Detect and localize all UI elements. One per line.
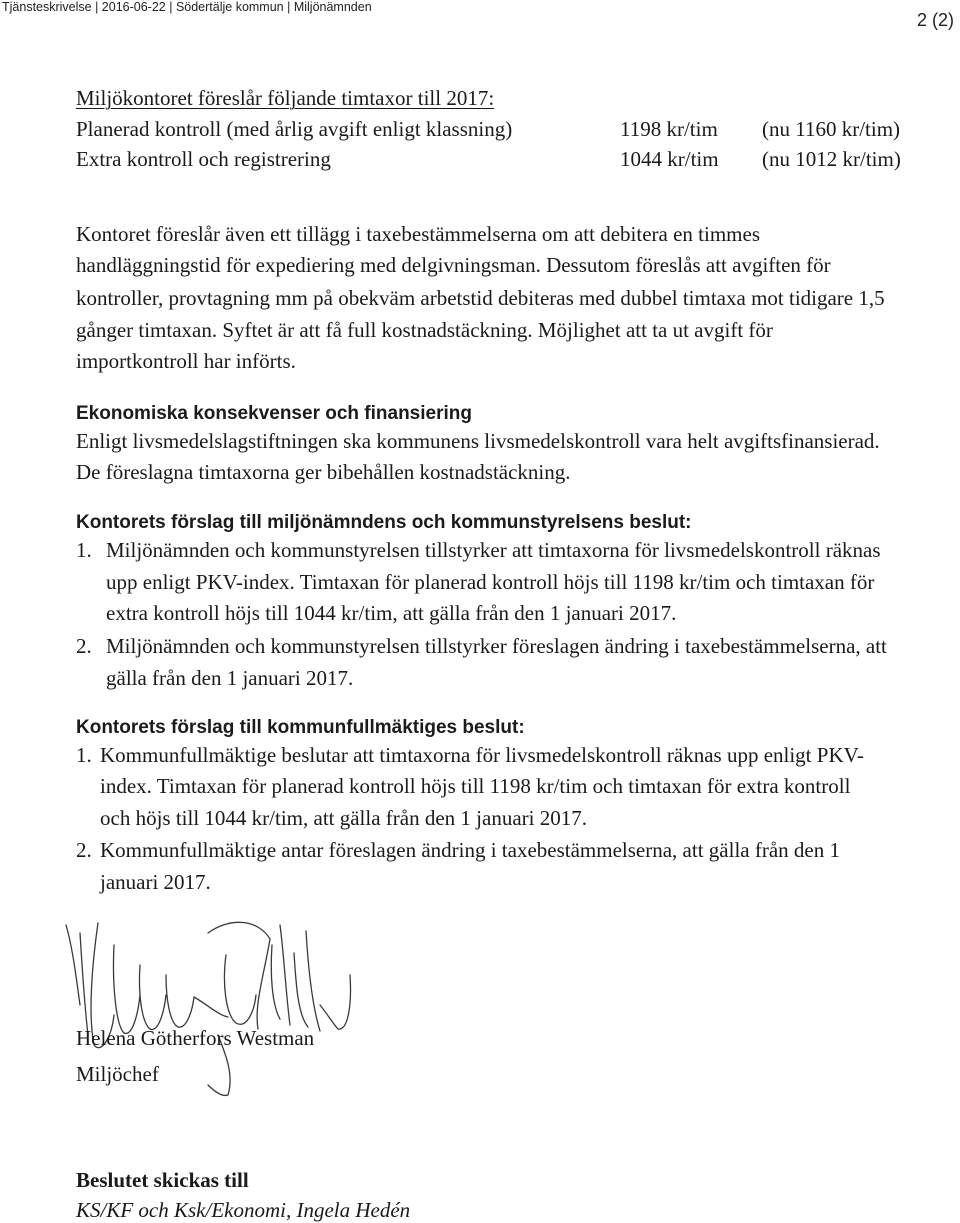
signatory-name: Helena Götherfors Westman [76, 1026, 315, 1050]
rate-row-label: Extra kontroll och registrering [76, 147, 331, 171]
rate-row-value: 1198 kr/tim [620, 117, 718, 141]
list-number: 2. [76, 838, 92, 862]
list-item-line: index. Timtaxan för planerad kontroll höjs till 1198 kr/tim och timtaxan för extra kontroll [100, 774, 851, 798]
rates-title: Miljökontoret föreslår följande timtaxor till 2017: [76, 86, 495, 110]
list-number: 2. [76, 634, 92, 658]
paragraph-line: Enligt livsmedelslagstiftningen ska kommunens livsmedelskontroll vara helt avgiftsfinansierad. [76, 429, 880, 453]
paragraph-line: De föreslagna timtaxorna ger bibehållen kostnadstäckning. [76, 460, 571, 484]
distribution-heading: Beslutet skickas till [76, 1168, 249, 1192]
distribution-recipients: KS/KF och Ksk/Ekonomi, Ingela Hedén [76, 1198, 411, 1222]
document-header: Tjänsteskrivelse | 2016-06-22 | Södertälje kommun | Miljönämnden [2, 0, 372, 14]
list-item-line: gälla från den 1 januari 2017. [106, 666, 354, 690]
board-proposal-heading: Kontorets förslag till miljönämndens och kommunstyrelsens beslut: [76, 512, 692, 533]
economics-heading: Ekonomiska konsekvenser och finansiering [76, 403, 472, 424]
paragraph-line: kontroller, provtagning mm på obekväm arbetstid debiteras med dubbel timtaxa mot tidigare 1,5 [76, 286, 885, 310]
paragraph-line: gånger timtaxan. Syftet är att få full kostnadstäckning. Möjlighet att ta ut avgift för [76, 318, 773, 342]
list-item-line: Kommunfullmäktige beslutar att timtaxorna för livsmedelskontroll räknas upp enligt PKV- [100, 743, 864, 767]
paragraph-line: handläggningstid för expediering med delgivningsman. Dessutom föreslås att avgiften för [76, 253, 831, 277]
list-item-line: januari 2017. [100, 870, 211, 894]
list-item-line: och höjs till 1044 kr/tim, att gälla från den 1 januari 2017. [100, 806, 587, 830]
list-item-line: Miljönämnden och kommunstyrelsen tillstyrker att timtaxorna för livsmedelskontroll räknas [106, 538, 881, 562]
list-number: 1. [76, 538, 92, 562]
rate-row-previous: (nu 1160 kr/tim) [762, 117, 901, 141]
list-item-line: extra kontroll höjs till 1044 kr/tim, att gälla från den 1 januari 2017. [106, 601, 677, 625]
list-item-line: Kommunfullmäktige antar föreslagen ändring i taxebestämmelserna, att gälla från den 1 [100, 838, 840, 862]
rate-row-label: Planerad kontroll (med årlig avgift enligt klassning) [76, 117, 513, 141]
list-item-line: upp enligt PKV-index. Timtaxan för planerad kontroll höjs till 1198 kr/tim och timtaxan för [106, 570, 875, 594]
rate-row-previous: (nu 1012 kr/tim) [762, 147, 901, 171]
list-number: 1. [76, 743, 92, 767]
council-proposal-heading: Kontorets förslag till kommunfullmäktiges beslut: [76, 717, 525, 738]
paragraph-line: importkontroll har införts. [76, 349, 296, 373]
paragraph-line: Kontoret föreslår även ett tillägg i taxebestämmelserna om att debitera en timmes [76, 222, 761, 246]
list-item-line: Miljönämnden och kommunstyrelsen tillstyrker föreslagen ändring i taxebestämmelserna, att [106, 634, 887, 658]
signatory-title: Miljöchef [76, 1062, 159, 1086]
page-number: 2 (2) [916, 10, 954, 30]
rate-row-value: 1044 kr/tim [620, 147, 719, 171]
